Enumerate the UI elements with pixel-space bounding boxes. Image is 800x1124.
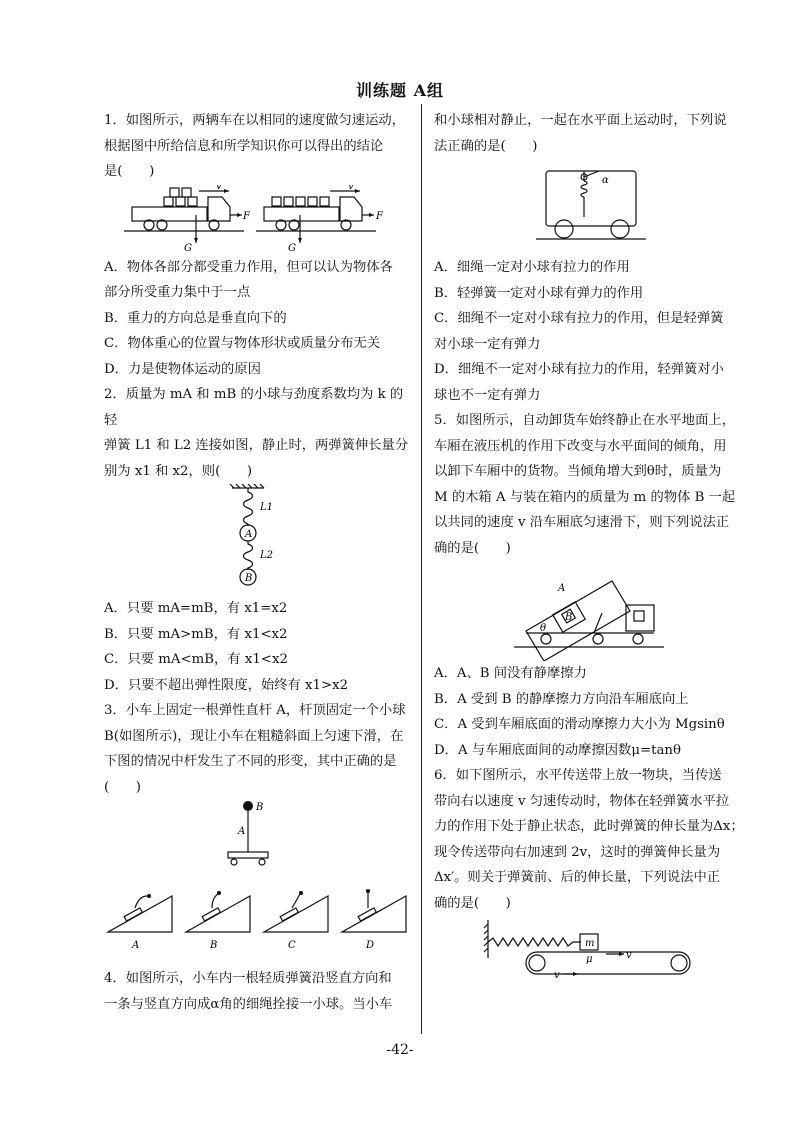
q2-stem-line: 弹簧 L1 和 L2 连接如图，静止时，两弹簧伸长量分 <box>104 438 409 453</box>
q1-label-v: v <box>348 184 354 192</box>
truck-right <box>256 185 384 254</box>
q3-option-B-incline <box>186 891 250 951</box>
q1-option: 部分所受重力集中于一点 <box>104 285 251 300</box>
q1-option: A．物体各部分都受重力作用，但可以认为物体各 <box>104 259 393 275</box>
q5-stem-line: 以卸下车厢中的货物。当倾角增大到θ时，质量为 <box>434 464 722 479</box>
question-4-continued <box>434 108 772 408</box>
q5-stem-line: 确的是( ) <box>434 540 511 556</box>
q6-stem-line: 现令传送带向右加速到 2v，这时的弹簧伸长量为 <box>434 844 721 860</box>
q1-stem-line: 1．如图所示，两辆车在以相同的速度做匀速运动， <box>104 113 405 128</box>
q1-label-F: F <box>243 210 250 222</box>
q4-stem-line: 和小球相对静止，一起在水平面上运动时，下列说 <box>434 113 727 128</box>
q5-option: B．A 受到 B 的静摩擦力方向沿车厢底向上 <box>434 691 689 707</box>
q3-option-label: A <box>132 940 140 951</box>
truck-left <box>124 185 251 254</box>
q1-option: C．物体重心的位置与物体形状或质量分布无关 <box>104 336 381 351</box>
q5-label-B: B <box>565 612 573 623</box>
q5-stem-line: M 的木箱 A 与装在箱内的质量为 m 的物体 B 一起 <box>434 489 736 505</box>
question-6 <box>434 763 772 986</box>
q1-label-G: G <box>288 242 296 254</box>
q6-label-v: v <box>554 970 560 981</box>
q3-option-label: B <box>210 940 218 951</box>
q3-stem-line: 3．小车上固定一根弹性直杆 A，杆顶固定一个小球 <box>104 703 406 718</box>
q6-label-mu: μ <box>586 954 593 965</box>
right-column <box>434 108 772 986</box>
q1-label-v: v <box>216 184 222 192</box>
q4-option: C．细绳不一定对小球有拉力的作用，但是轻弹簧 <box>434 311 724 326</box>
q5-dump-truck-figure <box>434 561 772 661</box>
q2-option: C．只要 mA<mB，有 x1<x2 <box>104 652 288 667</box>
q1-stem-line: 根据图中所给信息和所学知识你可以得出的结论 <box>104 138 384 154</box>
q3-main-cart <box>228 801 268 865</box>
q3-label-A: A <box>238 826 246 837</box>
q5-stem-line: 车厢在液压机的作用下改变与水平面间的倾角，用 <box>434 438 727 454</box>
q4-stem-line: 4．如图所示，小车内一根轻质弹簧沿竖直方向和 <box>104 971 392 986</box>
q6-conveyor-figure <box>434 916 772 986</box>
q5-option: A．A、B 间没有静摩擦力 <box>434 666 587 681</box>
q2-springs-figure <box>104 484 412 596</box>
q6-stem-line: Δx′。则关于弹簧前、后的伸长量，下列说法中正 <box>434 870 721 885</box>
q3-option-D-incline <box>342 889 406 951</box>
question-1 <box>104 108 412 382</box>
q6-label-v: v <box>626 950 632 961</box>
q3-stem-line: ( ) <box>104 779 141 795</box>
q2-label-B: B <box>245 573 253 584</box>
q3-option-C-incline <box>264 891 328 951</box>
q3-option-label: D <box>366 940 375 951</box>
q5-stem-line: 5．如图所示，自动卸货车始终静止在水平地面上， <box>434 413 735 428</box>
q2-stem-line: 2．质量为 mA 和 mB 的小球与劲度系数均为 k 的轻 <box>104 387 404 428</box>
q1-option: D．力是使物体运动的原因 <box>104 361 261 377</box>
q1-trucks-figure <box>104 185 412 255</box>
q4-option: B．轻弹簧一定对小球有弹力的作用 <box>434 285 644 301</box>
q6-stem-line: 带向右以速度 v 匀速传动时，物体在轻弹簧水平拉 <box>434 793 730 809</box>
q4-option: D．细绳不一定对小球有拉力的作用，轻弹簧对小 <box>434 362 724 377</box>
q3-stem-line: 下图的情况中杆发生了不同的形变，其中正确的是 <box>104 754 397 769</box>
q6-stem-line: 力的作用下处于静止状态，此时弹簧的伸长量为Δx； <box>434 819 744 834</box>
q5-option: C．A 受到车厢底面的滑动摩擦力大小为 Mgsinθ <box>434 717 725 732</box>
q2-option: A．只要 mA=mB，有 x1=x2 <box>104 601 288 616</box>
q3-cart-figure <box>104 800 412 952</box>
q1-label-F: F <box>376 210 383 222</box>
q4-option: A．细绳一定对小球有拉力的作用 <box>434 260 630 275</box>
q3-stem-line: B(如图所示)，现让小车在粗糙斜面上匀速下滑，在 <box>104 728 404 744</box>
q1-label-G: G <box>184 242 192 254</box>
question-2 <box>104 382 412 698</box>
q4-option: 对小球一定有弹力 <box>434 336 541 352</box>
q2-label-A: A <box>245 529 253 540</box>
q2-option: D．只要不超出弹性限度，始终有 x1>x2 <box>104 677 349 693</box>
question-3 <box>104 698 412 952</box>
q4-stem-line: 法正确的是( ) <box>434 138 538 154</box>
left-column <box>104 108 412 1017</box>
q1-option: B．重力的方向总是垂直向下的 <box>104 310 287 326</box>
page-title: 训练题 A组 <box>356 81 444 100</box>
q5-stem-line: 以共同的速度 v 沿车厢底匀速滑下，则下列说法正 <box>434 515 730 530</box>
q3-option-label: C <box>288 940 296 951</box>
q6-stem-line: 6．如下图所示，水平传送带上放一物块，当传送 <box>434 768 722 783</box>
q4-cart-figure <box>434 159 772 255</box>
q2-stem-line: 别为 x1 和 x2，则( ) <box>104 463 253 479</box>
q6-stem-line: 确的是( ) <box>434 895 511 911</box>
q5-label-A: A <box>558 583 566 594</box>
question-5 <box>434 408 772 763</box>
column-divider <box>421 104 422 1034</box>
q4-option: 球也不一定有弹力 <box>434 387 541 403</box>
question-4-start <box>104 966 412 1017</box>
q5-label-theta: θ <box>540 623 547 634</box>
q2-option: B．只要 mA>mB，有 x1<x2 <box>104 626 288 642</box>
page-number: -42- <box>386 1042 414 1058</box>
q2-label-L2: L2 <box>260 550 274 561</box>
q1-stem-line: 是( ) <box>104 164 155 179</box>
q2-label-L1: L1 <box>260 502 274 513</box>
q6-label-m: m <box>585 938 595 949</box>
q5-option: D．A 与车厢底面间的动摩擦因数μ=tanθ <box>434 742 681 758</box>
q4-stem-line: 一条与竖直方向成α角的细绳拴接一小球。当小车 <box>104 996 393 1012</box>
q4-label-alpha: α <box>602 175 609 186</box>
q3-option-A-incline <box>108 894 172 951</box>
q3-label-B: B <box>256 802 264 813</box>
